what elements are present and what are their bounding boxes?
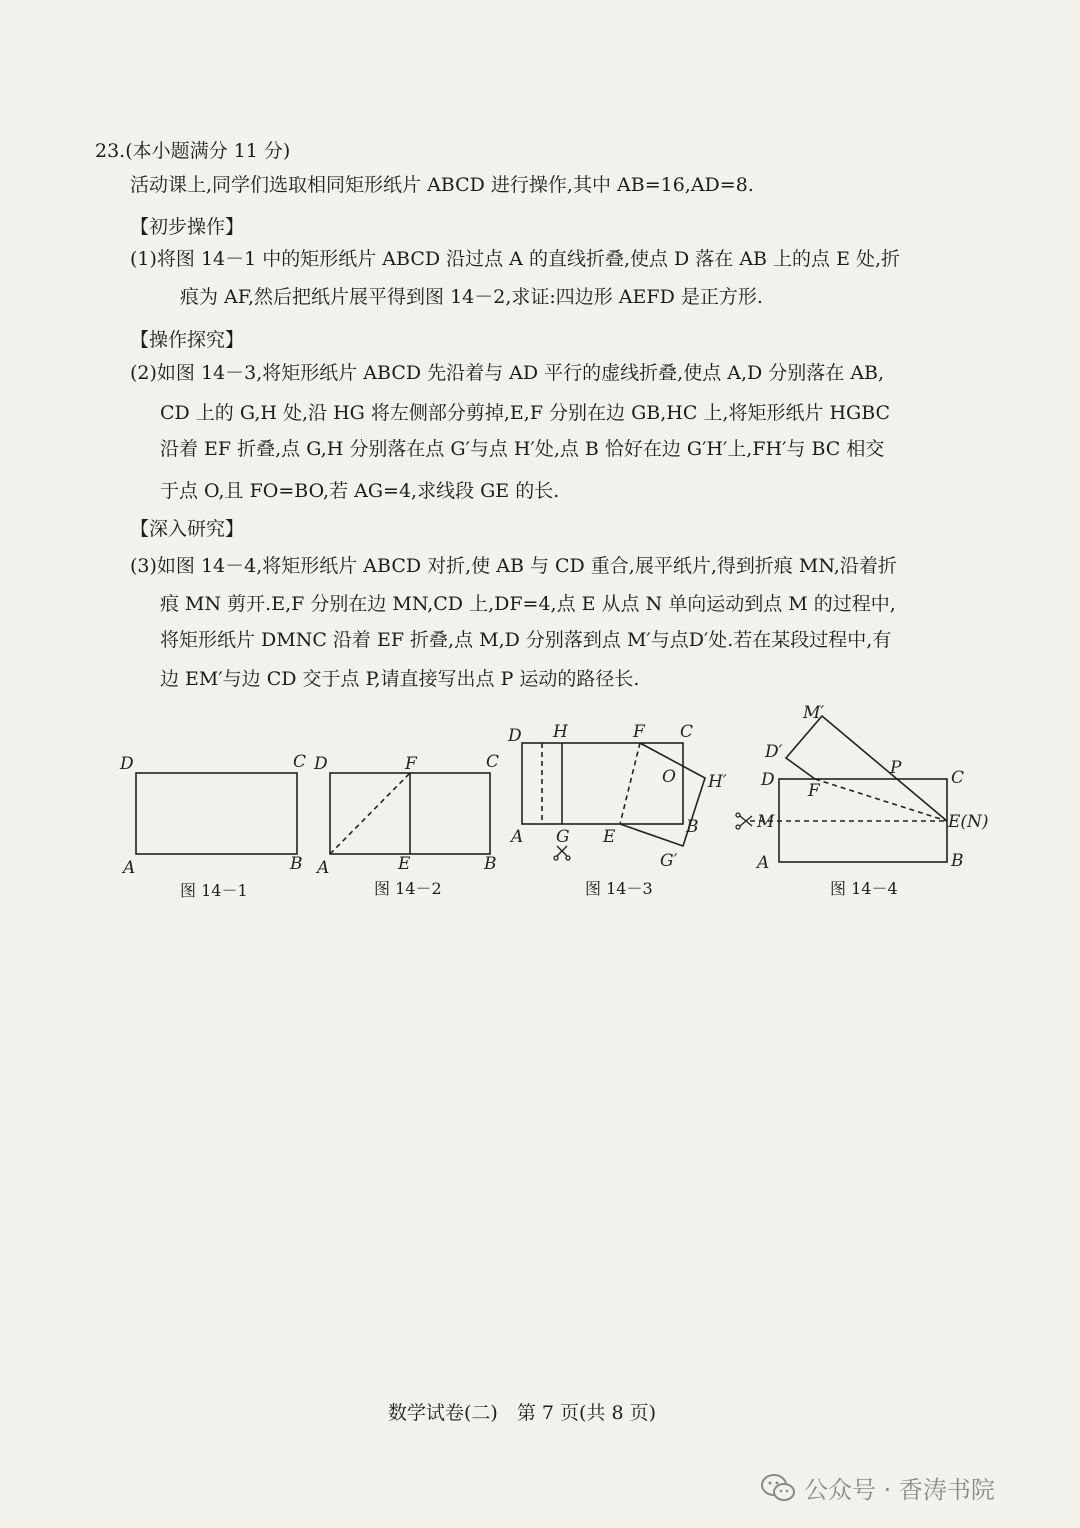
fig1-label-b: B: [290, 854, 303, 874]
fig3-label-f: F: [633, 722, 645, 742]
fig2-label-d: D: [314, 754, 328, 774]
question-number: 23.(本小题满分 11 分): [95, 140, 291, 162]
fig2-label-e: E: [398, 854, 411, 874]
fig3-label-hp: H′: [708, 772, 727, 792]
fig1-label-a: A: [123, 858, 136, 878]
fig3-label-g: G: [556, 827, 570, 847]
fig2-label-c: C: [486, 752, 500, 772]
part2-line4: 于点 O,且 FO=BO,若 AG=4,求线段 GE 的长.: [160, 480, 560, 502]
fig4-label-b: B: [951, 851, 964, 871]
fig3-caption: 图 14－3: [585, 879, 653, 898]
fig2-label-a: A: [317, 858, 330, 878]
wechat-icon: [760, 1473, 796, 1503]
fig3-label-b: B: [686, 817, 699, 837]
part1-line2: 痕为 AF,然后把纸片展平得到图 14－2,求证:四边形 AEFD 是正方形.: [180, 286, 763, 308]
watermark-text: 公众号 · 香涛书院: [804, 1476, 995, 1504]
watermark: [760, 1470, 995, 1505]
part3-line4: 边 EM′与边 CD 交于点 P,请直接写出点 P 运动的路径长.: [160, 668, 640, 690]
fig4-label-en: E(N): [948, 812, 989, 832]
fig1-caption: 图 14－1: [180, 881, 248, 900]
section-header-deep: 【深入研究】: [130, 518, 245, 540]
fig4-label-m: M: [757, 812, 775, 832]
fig3-rectangle: [522, 743, 683, 824]
fig1-rectangle: [136, 773, 297, 854]
fig1-label-d: D: [120, 754, 134, 774]
fig4-folded-flap: [786, 716, 947, 821]
fig3-label-o: O: [662, 767, 676, 787]
fig2-crease-af: [330, 773, 410, 854]
section-header-initial: 【初步操作】: [130, 216, 245, 238]
fig2-label-f: F: [405, 754, 417, 774]
fig4-label-p: P: [890, 758, 902, 778]
fig3-crease-ef: [620, 743, 640, 824]
fig4-label-dp: D′: [765, 742, 783, 762]
scissors-icon: [736, 813, 752, 829]
part2-line1: (2)如图 14－3,将矩形纸片 ABCD 先沿着与 AD 平行的虚线折叠,使点 A,D 分别落在 AB,: [130, 362, 885, 384]
scissors-icon: [554, 846, 570, 860]
fig2-label-b: B: [484, 854, 497, 874]
question-lead: 活动课上,同学们选取相同矩形纸片 ABCD 进行操作,其中 AB=16,AD=8.: [130, 174, 754, 196]
page-footer: 数学试卷(二) 第 7 页(共 8 页): [388, 1402, 656, 1424]
fig3-label-d: D: [508, 726, 522, 746]
part3-line1: (3)如图 14－4,将矩形纸片 ABCD 对折,使 AB 与 CD 重合,展平纸片,得到折痕 MN,沿着折: [130, 555, 897, 577]
fig3-label-e: E: [603, 827, 616, 847]
fig4-label-f: F: [808, 781, 820, 801]
part3-line2: 痕 MN 剪开.E,F 分别在边 MN,CD 上,DF=4,点 E 从点 N 单向运动到点 M 的过程中,: [160, 593, 896, 615]
fig3-label-gp: G′: [660, 851, 678, 871]
part3-line3: 将矩形纸片 DMNC 沿着 EF 折叠,点 M,D 分别落到点 M′与点D′处.若在某段过程中,有: [160, 629, 892, 651]
part2-line3: 沿着 EF 折叠,点 G,H 分别落在点 G′与点 H′处,点 B 恰好在边 G′H′上,FH′与 BC 相交: [160, 438, 885, 460]
fig2-caption: 图 14－2: [374, 879, 442, 898]
fig4-caption: 图 14－4: [830, 879, 898, 898]
fig3-label-h: H: [553, 722, 568, 742]
fig3-label-a: A: [511, 827, 524, 847]
part2-line2: CD 上的 G,H 处,沿 HG 将左侧部分剪掉,E,F 分别在边 GB,HC 上,将矩形纸片 HGBC: [160, 402, 891, 424]
fig4-crease-ef: [815, 779, 947, 821]
fig4-label-mp: M′: [803, 703, 825, 723]
section-header-explore: 【操作探究】: [130, 329, 245, 351]
fig4-label-d: D: [761, 770, 775, 790]
fig3-label-c: C: [680, 722, 694, 742]
fig4-label-c: C: [951, 768, 965, 788]
fig4-label-a: A: [757, 853, 770, 873]
part1-line1: (1)将图 14－1 中的矩形纸片 ABCD 沿过点 A 的直线折叠,使点 D 落在 AB 上的点 E 处,折: [130, 248, 901, 270]
fig1-label-c: C: [293, 752, 307, 772]
